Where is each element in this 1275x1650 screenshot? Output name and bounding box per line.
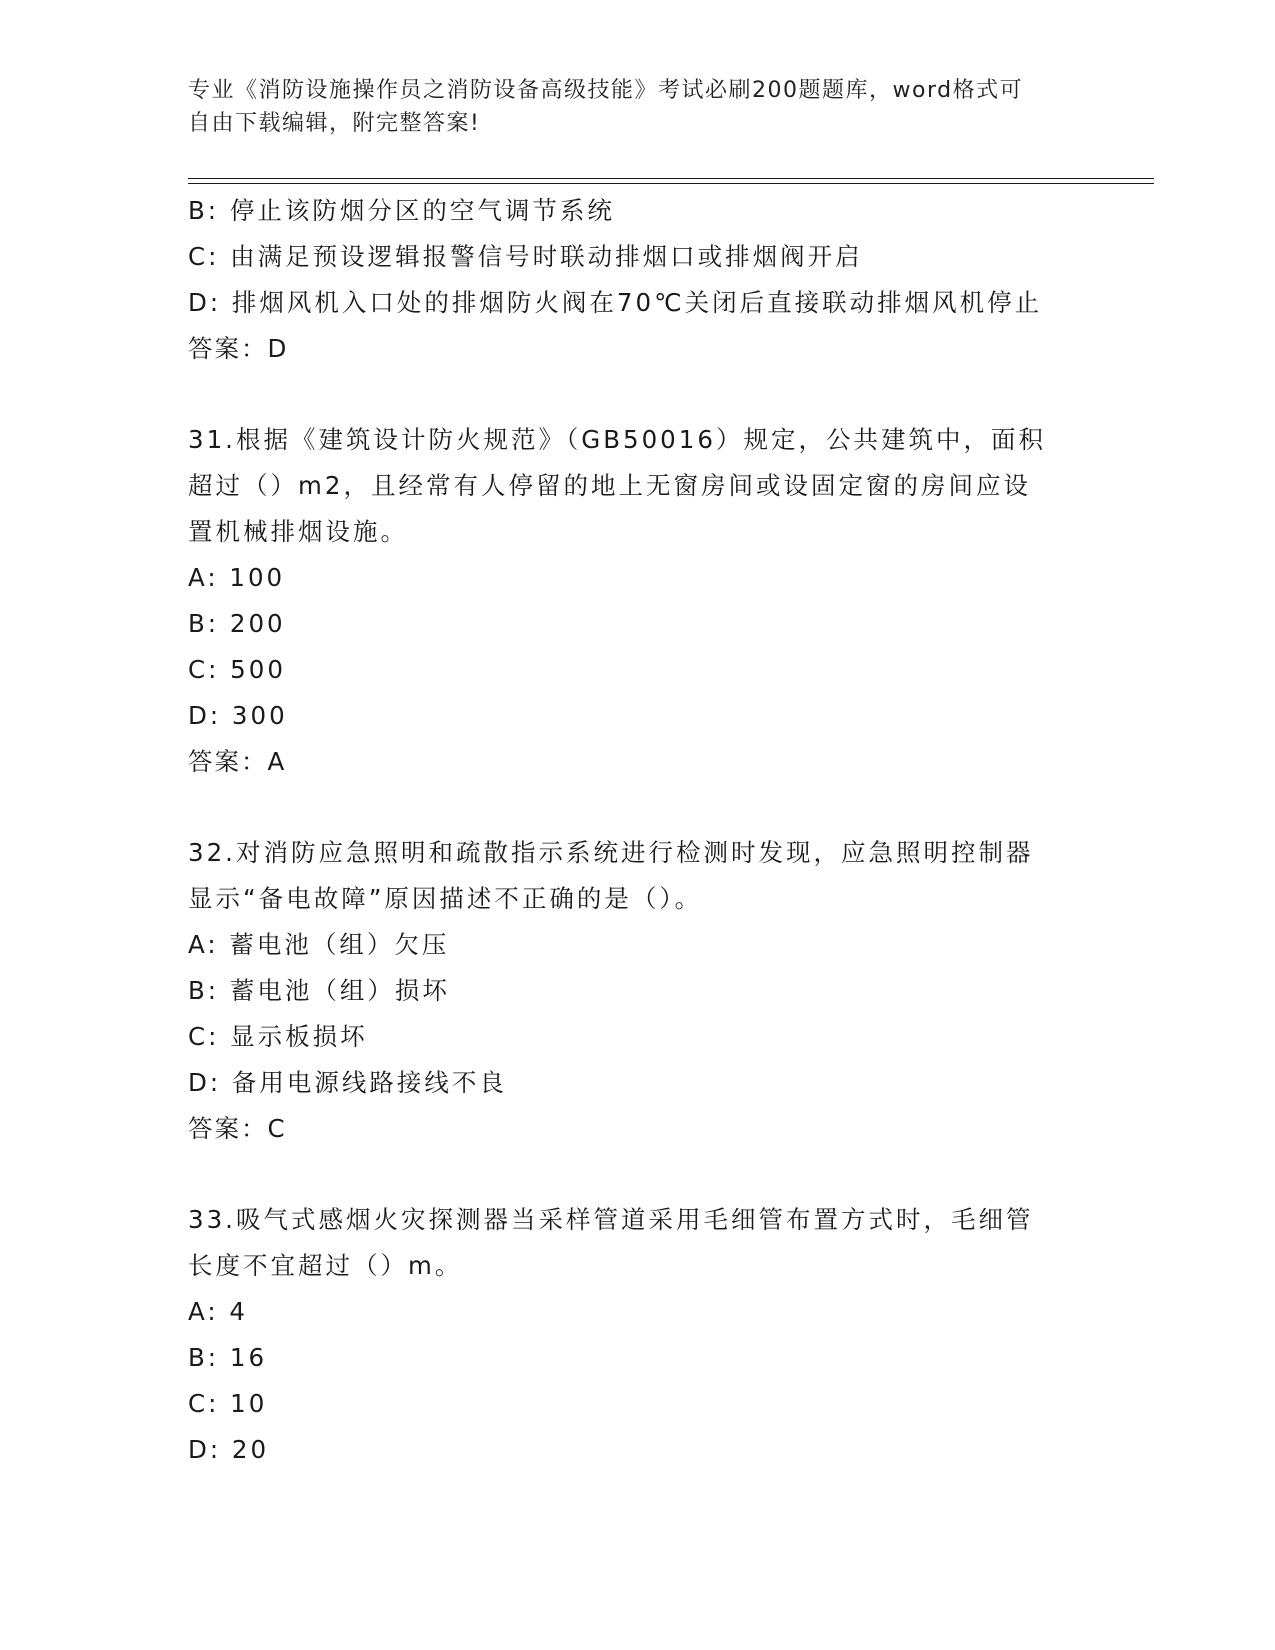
option-b: B: 停止该防烟分区的空气调节系统 [188, 196, 615, 225]
question-32 [188, 830, 1088, 1152]
spacer [188, 1152, 1088, 1197]
spacer [188, 372, 1088, 417]
question-stem-line: 32.对消防应急照明和疏散指示系统进行检测时发现，应急照明控制器 [188, 838, 1034, 867]
option-a: A: 100 [188, 563, 286, 592]
option-d: D: 20 [188, 1435, 270, 1464]
header-divider-bottom [188, 183, 1154, 184]
header-line-1: 专业《消防设施操作员之消防设备高级技能》考试必刷200题题库，word格式可 [188, 78, 1024, 103]
option-a: A: 4 [188, 1297, 248, 1326]
question-stem-line: 超过（）m2，且经常有人停留的地上无窗房间或设固定窗的房间应设 [188, 471, 1031, 500]
option-b: B: 蓄电池（组）损坏 [188, 976, 450, 1005]
answer-line: 答案：A [188, 747, 287, 776]
option-c: C: 10 [188, 1389, 268, 1418]
document-header [188, 74, 1068, 140]
question-stem-line: 显示“备电故障”原因描述不正确的是（）。 [188, 884, 703, 913]
option-d: D: 300 [188, 701, 288, 730]
spacer [188, 785, 1088, 830]
question-stem-line: 置机械排烟设施。 [188, 517, 408, 546]
option-c: C: 显示板损坏 [188, 1022, 368, 1051]
answer-line: 答案：D [188, 334, 289, 363]
question-stem-line: 33.吸气式感烟火灾探测器当采样管道采用毛细管布置方式时，毛细管 [188, 1205, 1034, 1234]
question-stem-line: 长度不宜超过（）m。 [188, 1251, 463, 1280]
option-b: B: 200 [188, 609, 286, 638]
option-d: D: 备用电源线路接线不良 [188, 1068, 507, 1097]
header-line-2: 自由下载编辑，附完整答案! [188, 111, 481, 136]
question-31 [188, 417, 1088, 785]
prev-question-block [188, 188, 1088, 372]
question-stem-line: 31.根据《建筑设计防火规范》（GB50016）规定，公共建筑中，面积 [188, 425, 1046, 454]
option-c: C: 由满足预设逻辑报警信号时联动排烟口或排烟阀开启 [188, 242, 863, 271]
question-33 [188, 1197, 1088, 1473]
question-list [188, 188, 1088, 1473]
header-divider-top [188, 178, 1154, 179]
option-d: D: 排烟风机入口处的排烟防火阀在70℃关闭后直接联动排烟风机停止 [188, 288, 1043, 317]
option-c: C: 500 [188, 655, 286, 684]
option-b: B: 16 [188, 1343, 268, 1372]
answer-line: 答案：C [188, 1114, 287, 1143]
option-a: A: 蓄电池（组）欠压 [188, 930, 450, 959]
